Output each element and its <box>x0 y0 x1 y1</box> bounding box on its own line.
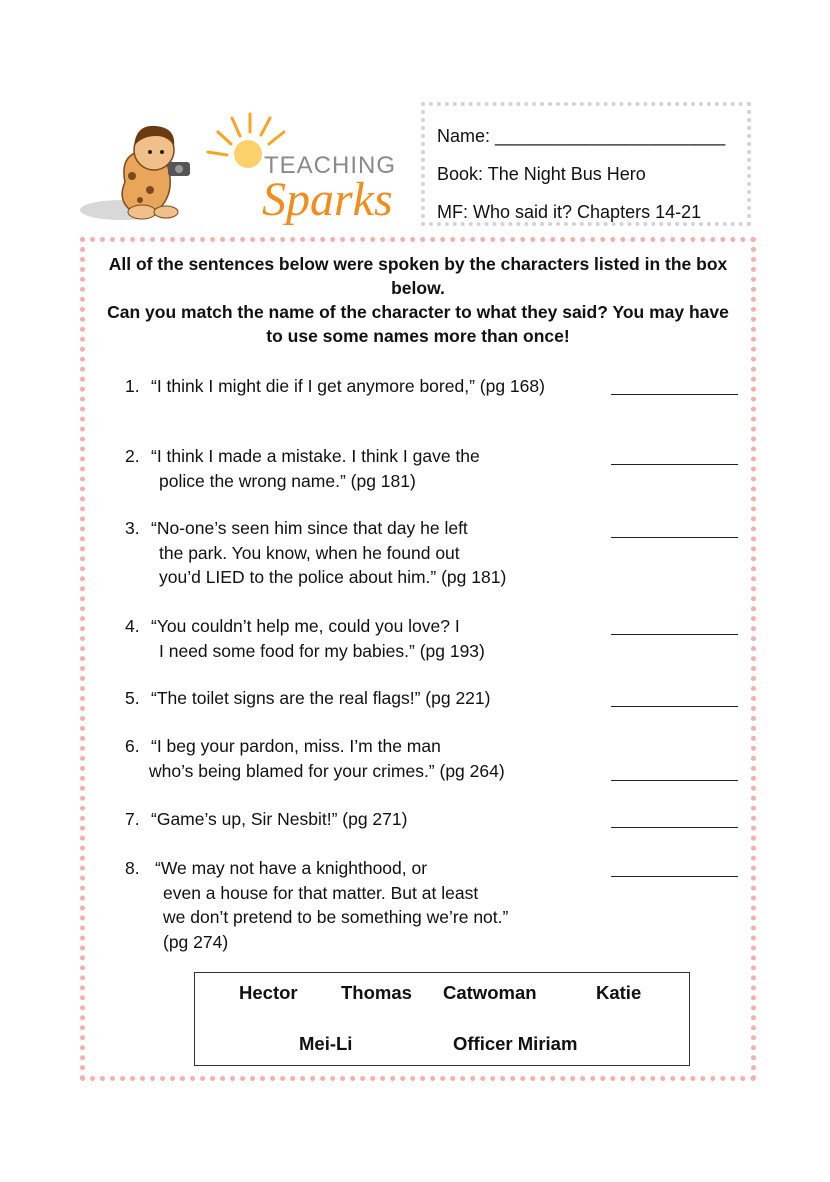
question-6: 6. “I beg your pardon, miss. I’m the man who’s being blamed for your crimes.” (pg 264) <box>125 736 505 781</box>
question-8: 8. “We may not have a knighthood, or even a house for that matter. But at least we don’t pretend to be something we’re not.” (pg 274) <box>125 858 509 952</box>
question-2: 2. “I think I made a mistake. I think I gave the police the wrong name.” (pg 181) <box>125 446 480 491</box>
instruction-line-2: Can you match the name of the character to what they said? You may have to use some names more than once! <box>107 302 729 346</box>
worksheet-title: MF: Who said it? Chapters 14-21 <box>437 202 702 222</box>
logo-teaching-text: TEACHING <box>264 152 397 179</box>
answer-blank-3[interactable] <box>611 537 738 538</box>
answer-blank-2[interactable] <box>611 464 738 465</box>
character-name: Officer Miriam <box>453 1033 578 1054</box>
answer-blank-1[interactable] <box>611 394 738 395</box>
question-3: 3. “No-one’s seen him since that day he left the park. You know, when he found out you’d LIED to the police about him.” (pg 181) <box>125 518 507 587</box>
answer-blank-8[interactable] <box>611 876 738 877</box>
answer-blank-7[interactable] <box>611 827 738 828</box>
character-name: Thomas <box>341 982 412 1003</box>
question-1: 1. “I think I might die if I get anymore bored,” (pg 168) <box>125 376 545 396</box>
answer-blank-6[interactable] <box>611 780 738 781</box>
worksheet-main-box <box>80 237 756 1081</box>
question-5: 5. “The toilet signs are the real flags!” (pg 221) <box>125 688 491 708</box>
character-name: Mei-Li <box>299 1033 353 1054</box>
answer-blank-5[interactable] <box>611 706 738 707</box>
character-name: Katie <box>596 982 642 1003</box>
book-title: Book: The Night Bus Hero <box>437 164 646 184</box>
instruction-line-1: All of the sentences below were spoken by the characters listed in the box below. <box>108 254 728 298</box>
instructions <box>85 252 751 348</box>
character-names-box <box>194 972 690 1066</box>
character-name: Catwoman <box>443 982 537 1003</box>
question-7: 7. “Game’s up, Sir Nesbit!” (pg 271) <box>125 809 408 829</box>
answer-blank-4[interactable] <box>611 634 738 635</box>
logo-sparks-text: Sparks <box>262 173 393 226</box>
name-field[interactable]: Name: _______________________ <box>437 126 726 146</box>
question-4: 4. “You couldn’t help me, could you love? I I need some food for my babies.” (pg 193) <box>125 616 485 661</box>
character-name: Hector <box>239 982 298 1003</box>
student-info-box <box>421 102 751 226</box>
